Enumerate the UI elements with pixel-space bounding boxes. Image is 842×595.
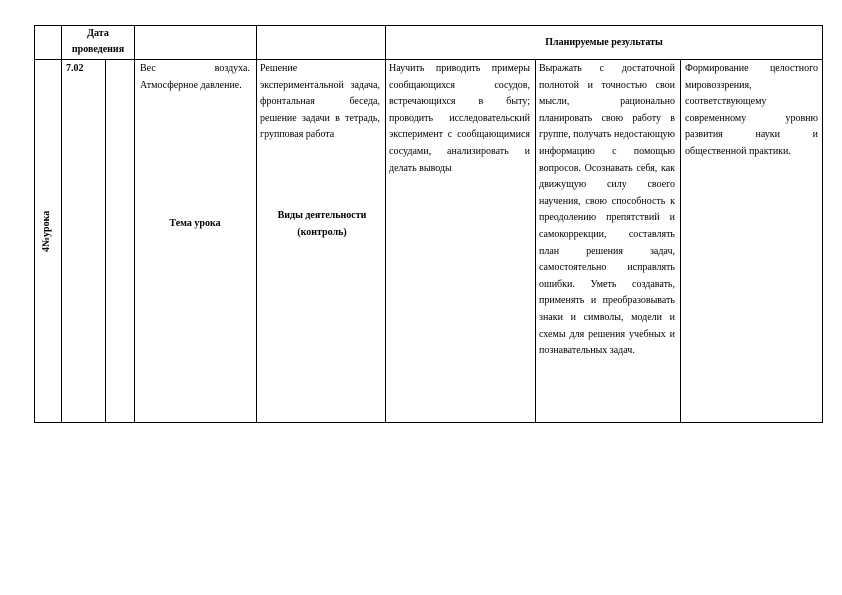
lesson-topic: Вес воздуха. Атмосферное давление. <box>140 63 250 91</box>
table-bottom-border <box>34 422 823 423</box>
col-border-4 <box>256 25 257 423</box>
col-border-6 <box>535 59 536 423</box>
activities-caption: Виды деятельности (контроль) <box>277 210 367 238</box>
table-top-border <box>34 25 823 26</box>
personal-results: Формирование целостного мировоззрения, соответствующему современному уровню развития науки и общественной практики. <box>685 63 818 157</box>
col-border-2 <box>105 59 106 423</box>
lesson-date: 7.02 <box>66 63 84 74</box>
header-date: Дата проведения <box>71 28 125 55</box>
col-border-0 <box>34 25 35 423</box>
topic-caption: Тема урока <box>169 218 221 229</box>
col-border-7 <box>680 59 681 423</box>
col-border-1 <box>61 25 62 423</box>
lesson-number-vertical: 4№урока <box>41 210 52 252</box>
col-border-8 <box>822 25 823 423</box>
metasubject-results: Выражать с достаточной полнотой и точностью свои мысли, рационально планировать свою работу в группе, получать недостающую информацию с помощью вопросов. Осознавать себя, как движущую силу своего научения, свою способность к преодолению препятствий и самокоррекции, составлять план решения задач, самостоятельно исправлять ошибки. Уметь создавать, применять и преобразовывать знаки и символы, модели и схемы для решения учебных и познавательных задач. <box>539 63 675 357</box>
activities-text: Решение экспериментальной задача, фронтальная беседа, решение задачи в тетрадь, групповая работа <box>260 63 380 141</box>
header-row-border <box>34 59 823 60</box>
col-border-5 <box>385 25 386 423</box>
subject-results: Научить приводить примеры сообщающихся сосудов, встречающихся в быту; проводить исследовательский эксперимент с сообщающимися сосудами, анализировать и делать выводы <box>389 63 530 174</box>
header-planned-results: Планируемые результаты <box>545 37 663 48</box>
